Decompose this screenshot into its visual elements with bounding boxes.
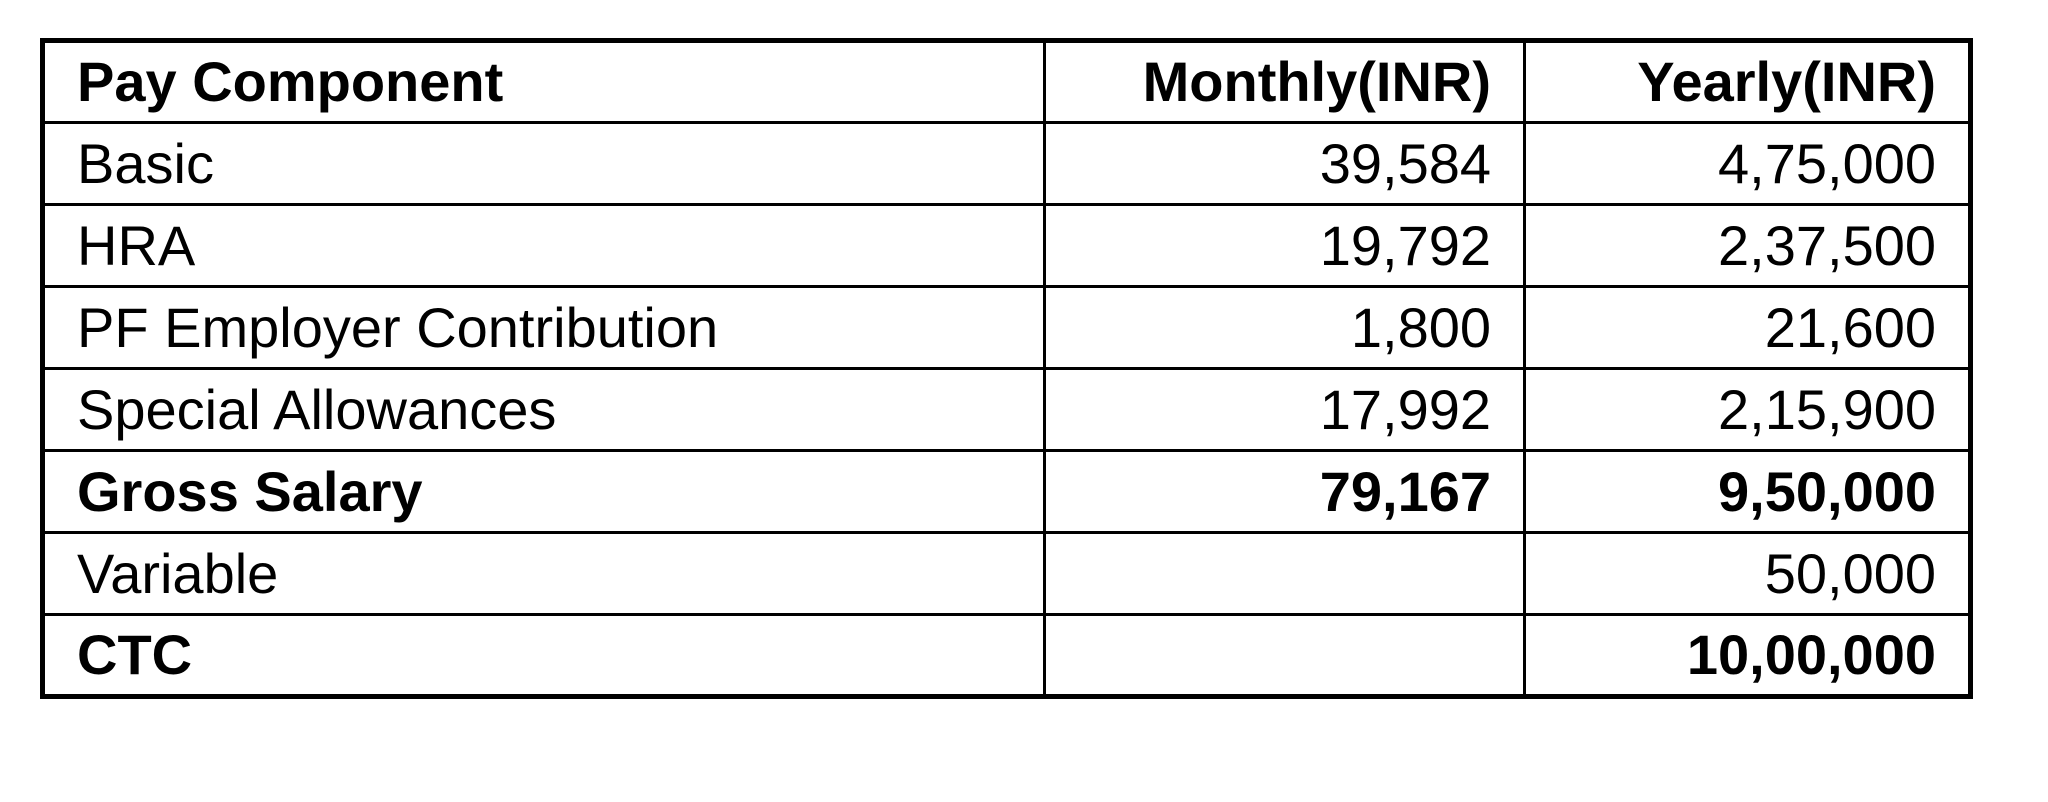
cell-component: Gross Salary xyxy=(43,451,1045,533)
cell-component: Basic xyxy=(43,123,1045,205)
cell-monthly: 39,584 xyxy=(1045,123,1525,205)
table-row-hra xyxy=(43,205,1971,287)
cell-yearly: 21,600 xyxy=(1525,287,1971,369)
table-row-basic xyxy=(43,123,1971,205)
pay-table xyxy=(40,38,1973,699)
table-row-special-allowances xyxy=(43,369,1971,451)
cell-component: HRA xyxy=(43,205,1045,287)
cell-component: CTC xyxy=(43,615,1045,697)
cell-monthly: 79,167 xyxy=(1045,451,1525,533)
cell-yearly: 9,50,000 xyxy=(1525,451,1971,533)
cell-monthly xyxy=(1045,615,1525,697)
cell-yearly: 2,37,500 xyxy=(1525,205,1971,287)
cell-monthly: 19,792 xyxy=(1045,205,1525,287)
cell-monthly xyxy=(1045,533,1525,615)
table-row-ctc xyxy=(43,615,1971,697)
header-yearly: Yearly(INR) xyxy=(1525,41,1971,123)
cell-component: PF Employer Contribution xyxy=(43,287,1045,369)
table-row-pf-employer-contribution xyxy=(43,287,1971,369)
cell-component: Special Allowances xyxy=(43,369,1045,451)
cell-yearly: 4,75,000 xyxy=(1525,123,1971,205)
cell-yearly: 50,000 xyxy=(1525,533,1971,615)
header-pay-component: Pay Component xyxy=(43,41,1045,123)
header-row xyxy=(43,41,1971,123)
table-row-variable xyxy=(43,533,1971,615)
table-row-gross-salary xyxy=(43,451,1971,533)
cell-yearly: 10,00,000 xyxy=(1525,615,1971,697)
cell-monthly: 1,800 xyxy=(1045,287,1525,369)
cell-yearly: 2,15,900 xyxy=(1525,369,1971,451)
header-monthly: Monthly(INR) xyxy=(1045,41,1525,123)
salary-breakdown-table xyxy=(40,38,1968,699)
cell-monthly: 17,992 xyxy=(1045,369,1525,451)
cell-component: Variable xyxy=(43,533,1045,615)
